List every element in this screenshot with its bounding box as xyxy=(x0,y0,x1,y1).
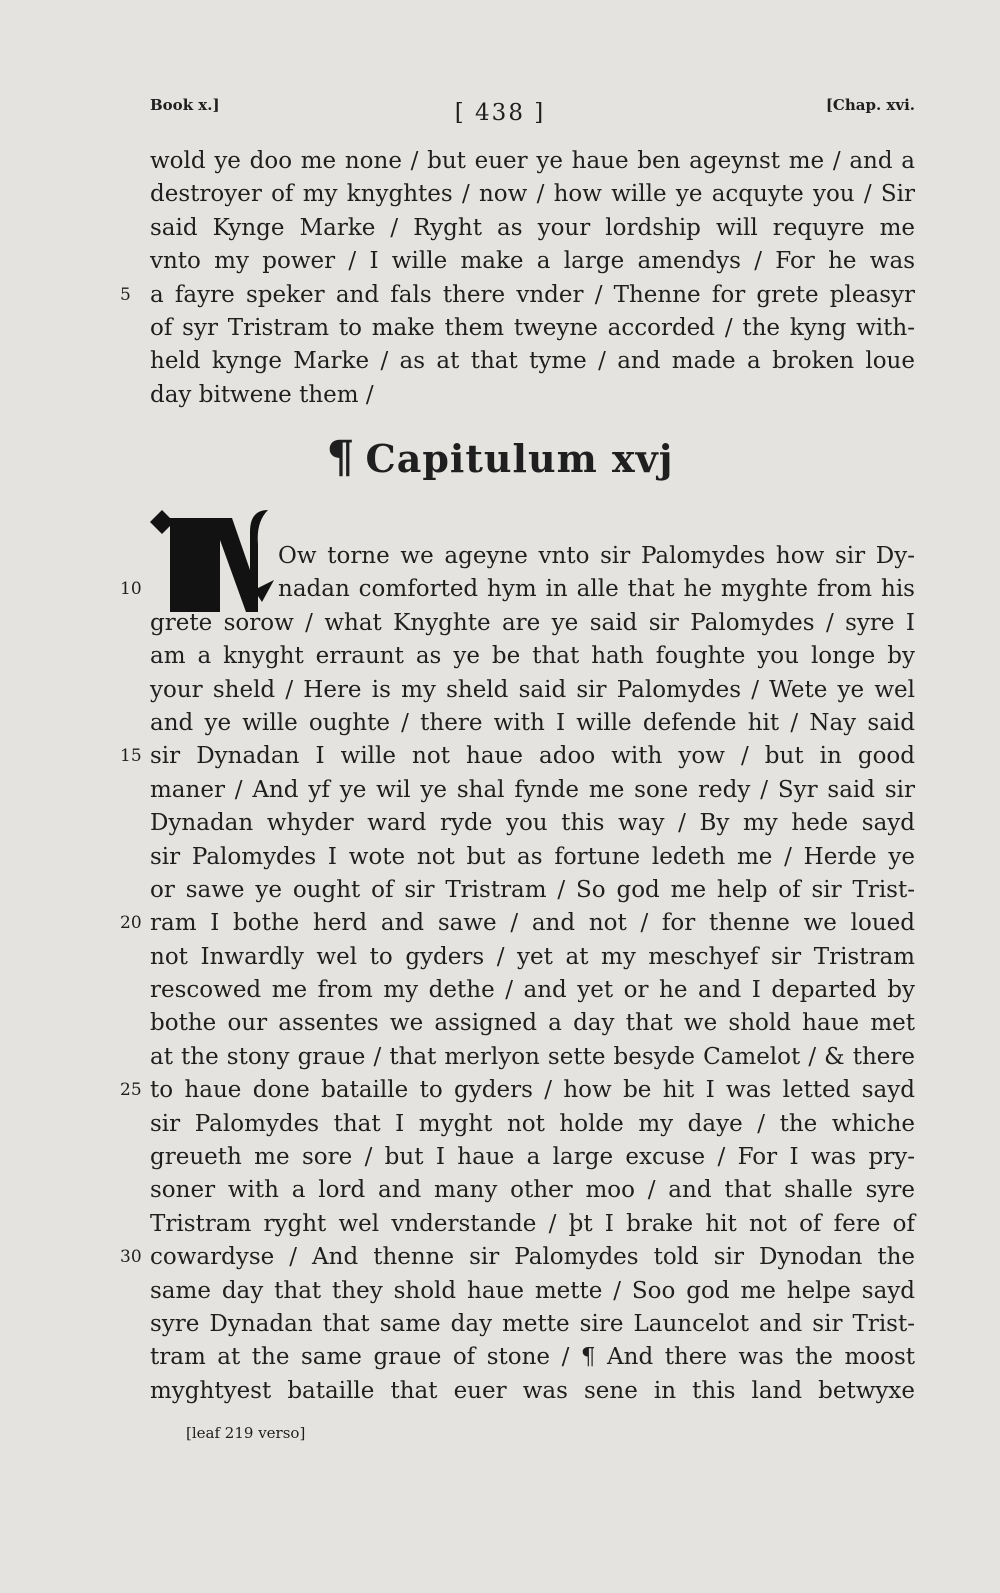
text-line: sir Dynadan I wille not haue adoo with yow / but in good xyxy=(150,743,915,770)
text-line: of syr Tristram to make them tweyne accorded / the kyng with- xyxy=(150,314,915,341)
running-head-book: Book x.] xyxy=(150,96,220,114)
text-line: vnto my power / I wille make a large amendys / For he was xyxy=(150,248,915,275)
text-line: rescowed me from my dethe / and yet or he and I departed by xyxy=(150,977,915,1004)
text-line: sir Palomydes I wote not but as fortune ledeth me / Herde ye xyxy=(150,843,915,870)
text-line: grete sorow / what Knyghte are ye said sir Palomydes / syre I xyxy=(150,609,915,636)
line-number: 10 xyxy=(120,579,142,600)
text-line: syre Dynadan that same day mette sire Launcelot and sir Trist- xyxy=(150,1310,915,1337)
text-line: destroyer of my knyghtes / now / how wille ye acquyte you / Sir xyxy=(150,181,915,208)
pilcrow-icon: ¶ xyxy=(326,432,356,483)
text-line: bothe our assentes we assigned a day that we shold haue met xyxy=(150,1010,915,1037)
text-line: ram I bothe herd and sawe / and not / for thenne we loued xyxy=(150,910,915,937)
line-number: 5 xyxy=(120,284,131,305)
text-line: held kynge Marke / as at that tyme / and made a broken loue xyxy=(150,348,915,375)
line-number: 30 xyxy=(120,1247,142,1268)
text-line: said Kynge Marke / Ryght as your lordship will requyre me xyxy=(150,214,915,241)
text-block-main xyxy=(150,540,915,1408)
text-line: cowardyse / And thenne sir Palomydes told sir Dynodan the xyxy=(150,1244,915,1271)
text-line: greueth me sore / but I haue a large excuse / For I was pry- xyxy=(150,1144,915,1171)
text-line: Dynadan whyder ward ryde you this way / By my hede sayd xyxy=(150,810,915,837)
text-line: a fayre speker and fals there vnder / Thenne for grete pleasyr xyxy=(150,281,915,308)
text-line: am a knyght erraunt as ye be that hath foughte you longe by xyxy=(150,643,915,670)
text-line: nadan comforted hym in alle that he myghte from his xyxy=(278,576,915,603)
running-head-chapter: [Chap. xvi. xyxy=(825,96,915,114)
text-line: myghtyest bataille that euer was sene in this land betwyxe xyxy=(150,1377,915,1404)
text-line: at the stony graue / that merlyon sette besyde Camelot / & there xyxy=(150,1043,915,1070)
text-line: day bitwene them / xyxy=(150,381,374,408)
text-line: not Inwardly wel to gyders / yet at my meschyef sir Tristram xyxy=(150,943,915,970)
text-line: your sheld / Here is my sheld said sir Palomydes / Wete ye wel xyxy=(150,676,915,703)
line-number: 25 xyxy=(120,1080,142,1101)
text-line: maner / And yf ye wil ye shal fynde me sone redy / Syr said sir xyxy=(150,776,915,803)
text-line: soner with a lord and many other moo / and that shalle syre xyxy=(150,1177,915,1204)
text-line: same day that they shold haue mette / Soo god me helpe sayd xyxy=(150,1277,915,1304)
text-line: and ye wille oughte / there with I wille defende hit / Nay said xyxy=(150,709,915,736)
text-line: wold ye doo me none / but euer ye haue ben ageynst me / and a xyxy=(150,148,915,174)
text-block-top xyxy=(150,145,915,412)
chapter-title: Capitulum xvj xyxy=(365,436,674,481)
chapter-heading xyxy=(0,432,1000,483)
text-line: sir Palomydes that I myght not holde my daye / the whiche xyxy=(150,1110,915,1137)
line-number: 20 xyxy=(120,913,142,934)
text-line: Tristram ryght wel vnderstande / þt I brake hit not of fere of xyxy=(150,1210,915,1237)
page-number: [ 438 ] xyxy=(454,100,546,126)
text-line: tram at the same graue of stone / ¶ And there was the moost xyxy=(150,1344,915,1371)
text-line: or sawe ye ought of sir Tristram / So god me help of sir Trist- xyxy=(150,876,915,903)
text-line: Ow torne we ageyne vnto sir Palomydes how sir Dy- xyxy=(278,543,915,569)
text-line: to haue done bataille to gyders / how be hit I was letted sayd xyxy=(150,1077,915,1104)
line-number: 15 xyxy=(120,746,142,767)
leaf-note: [leaf 219 verso] xyxy=(186,1424,306,1442)
